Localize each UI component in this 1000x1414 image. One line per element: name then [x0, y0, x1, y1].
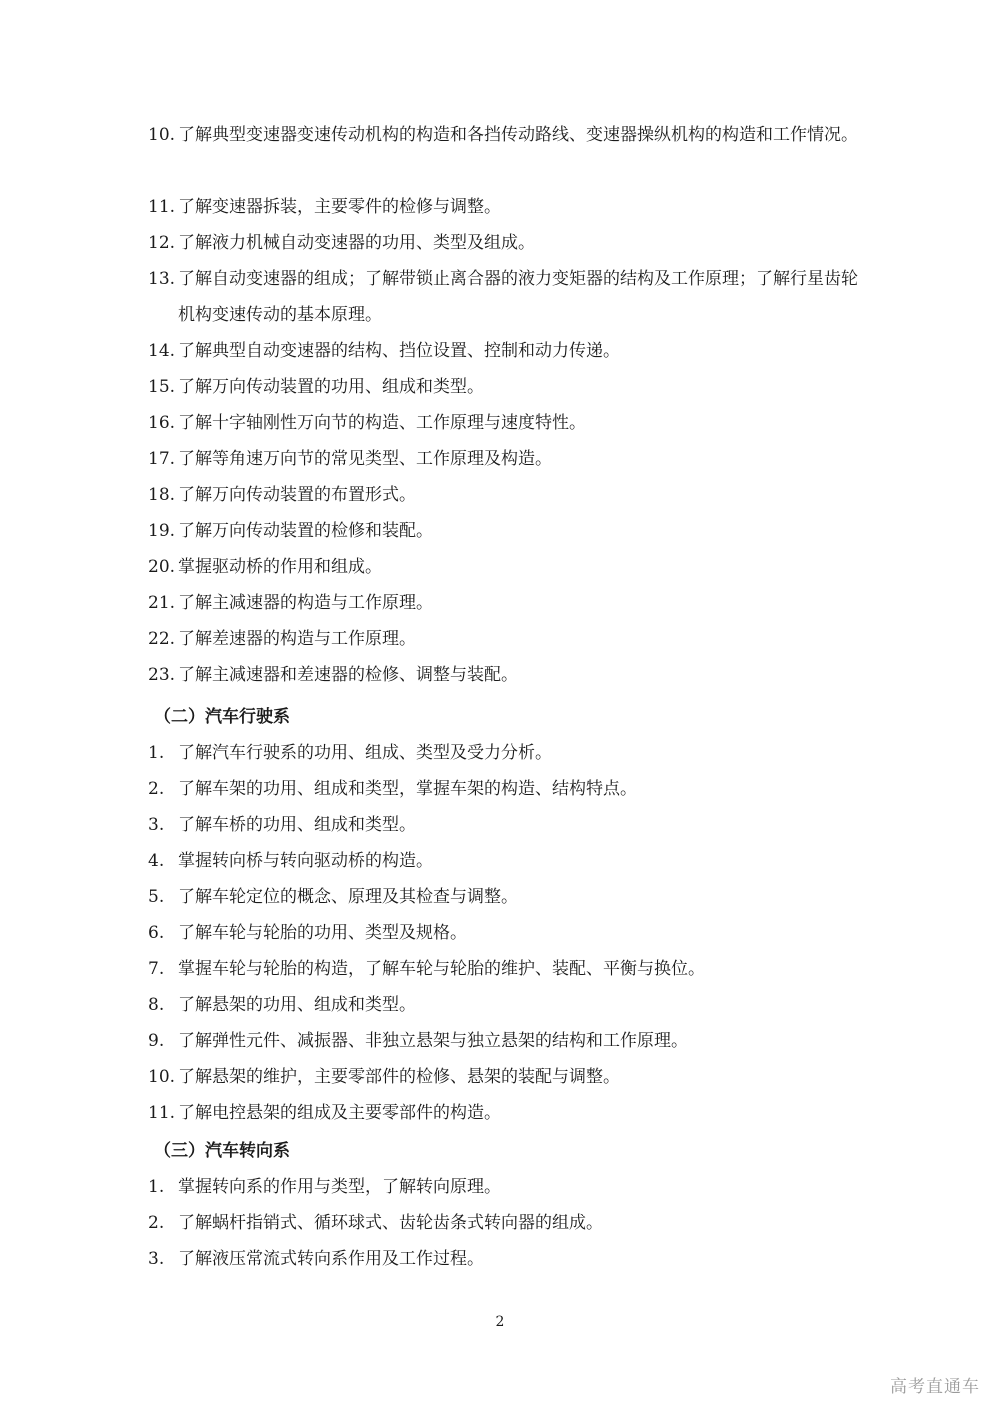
item-text: 了解万向传动装置的布置形式。 — [178, 485, 416, 505]
list-item — [148, 261, 860, 333]
item-number: 17. — [148, 449, 176, 469]
item-number: 16. — [148, 413, 176, 433]
item-text: 了解车架的功用、组成和类型，掌握车架的构造、结构特点。 — [178, 779, 637, 799]
item-text: 了解十字轴刚性万向节的构造、工作原理与速度特性。 — [178, 413, 586, 433]
item-number: 3. — [148, 815, 165, 835]
item-number: 8. — [148, 995, 165, 1015]
item-number: 5. — [148, 887, 165, 907]
item-number: 9. — [148, 1031, 165, 1051]
list-continuation — [148, 117, 860, 693]
list-item — [148, 189, 860, 225]
list-item — [148, 657, 860, 693]
list-item — [148, 333, 860, 369]
list-item — [148, 513, 860, 549]
list-item — [148, 585, 860, 621]
item-number: 11. — [148, 1103, 176, 1123]
list-item — [148, 987, 860, 1023]
list-item — [148, 1205, 860, 1241]
section-steering-system — [148, 1133, 860, 1277]
item-number: 23. — [148, 665, 176, 685]
item-text: 了解汽车行驶系的功用、组成、类型及受力分析。 — [178, 743, 552, 763]
item-text: 了解万向传动装置的功用、组成和类型。 — [178, 377, 484, 397]
item-text: 了解车轮定位的概念、原理及其检查与调整。 — [178, 887, 518, 907]
list-item — [148, 1241, 860, 1277]
item-number: 15. — [148, 377, 176, 397]
item-number: 20. — [148, 557, 176, 577]
list-item — [148, 951, 860, 987]
list-item — [148, 1169, 860, 1205]
item-number: 4. — [148, 851, 165, 871]
item-text: 了解车桥的功用、组成和类型。 — [178, 815, 416, 835]
list-item — [148, 405, 860, 441]
item-text: 了解蜗杆指销式、循环球式、齿轮齿条式转向器的组成。 — [178, 1213, 603, 1233]
page-number: 2 — [495, 1314, 505, 1330]
list-item — [148, 225, 860, 261]
list-item — [148, 441, 860, 477]
list-item — [148, 1023, 860, 1059]
item-text: 了解典型变速器变速传动机构的构造和各挡传动路线、变速器操纵机构的构造和工作情况。 — [178, 125, 858, 145]
item-number: 1. — [148, 1177, 165, 1197]
item-number: 13. — [148, 269, 176, 289]
list-item — [148, 117, 860, 189]
item-text: 了解电控悬架的组成及主要零部件的构造。 — [178, 1103, 501, 1123]
item-text: 了解变速器拆装，主要零件的检修与调整。 — [178, 197, 501, 217]
list-item — [148, 369, 860, 405]
item-number: 18. — [148, 485, 176, 505]
item-text: 了解车轮与轮胎的功用、类型及规格。 — [178, 923, 467, 943]
item-number: 22. — [148, 629, 176, 649]
item-text: 了解主减速器的构造与工作原理。 — [178, 593, 433, 613]
section-heading: （三）汽车转向系 — [154, 1141, 290, 1161]
item-text: 了解弹性元件、减振器、非独立悬架与独立悬架的结构和工作原理。 — [178, 1031, 688, 1051]
item-text: 了解等角速万向节的常见类型、工作原理及构造。 — [178, 449, 552, 469]
item-text: 了解主减速器和差速器的检修、调整与装配。 — [178, 665, 518, 685]
item-number: 6. — [148, 923, 165, 943]
item-number: 1. — [148, 743, 165, 763]
list-item — [148, 1095, 860, 1131]
item-number: 7. — [148, 959, 165, 979]
section-driving-system — [148, 699, 860, 1131]
item-text: 了解悬架的维护，主要零部件的检修、悬架的装配与调整。 — [178, 1067, 620, 1087]
item-number: 21. — [148, 593, 176, 613]
item-text: 了解典型自动变速器的结构、挡位设置、控制和动力传递。 — [178, 341, 620, 361]
item-text: 掌握车轮与轮胎的构造，了解车轮与轮胎的维护、装配、平衡与换位。 — [178, 959, 705, 979]
item-text: 了解液力机械自动变速器的功用、类型及组成。 — [178, 233, 535, 253]
watermark: 高考直通车 — [890, 1377, 980, 1397]
item-number: 12. — [148, 233, 176, 253]
item-number: 2. — [148, 1213, 165, 1233]
list-item — [148, 843, 860, 879]
item-number: 3. — [148, 1249, 165, 1269]
item-text: 了解液压常流式转向系作用及工作过程。 — [178, 1249, 484, 1269]
item-text: 掌握驱动桥的作用和组成。 — [178, 557, 382, 577]
item-text: 了解悬架的功用、组成和类型。 — [178, 995, 416, 1015]
list-item — [148, 735, 860, 771]
item-text: 了解万向传动装置的检修和装配。 — [178, 521, 433, 541]
list-item — [148, 477, 860, 513]
item-number: 2. — [148, 779, 165, 799]
item-text: 了解自动变速器的组成；了解带锁止离合器的液力变矩器的结构及工作原理；了解行星齿轮机构变速传动的基本原理。 — [178, 269, 858, 325]
item-number: 19. — [148, 521, 176, 541]
item-text: 掌握转向桥与转向驱动桥的构造。 — [178, 851, 433, 871]
list-item — [148, 1059, 860, 1095]
item-text: 了解差速器的构造与工作原理。 — [178, 629, 416, 649]
item-number: 11. — [148, 197, 176, 217]
item-text: 掌握转向系的作用与类型，了解转向原理。 — [178, 1177, 501, 1197]
item-number: 10. — [148, 1067, 176, 1087]
item-number: 14. — [148, 341, 176, 361]
section-heading: （二）汽车行驶系 — [154, 707, 290, 727]
item-number: 10. — [148, 125, 176, 145]
list-item — [148, 879, 860, 915]
list-item — [148, 771, 860, 807]
list-item — [148, 807, 860, 843]
list-item — [148, 915, 860, 951]
list-item — [148, 549, 860, 585]
list-item — [148, 621, 860, 657]
